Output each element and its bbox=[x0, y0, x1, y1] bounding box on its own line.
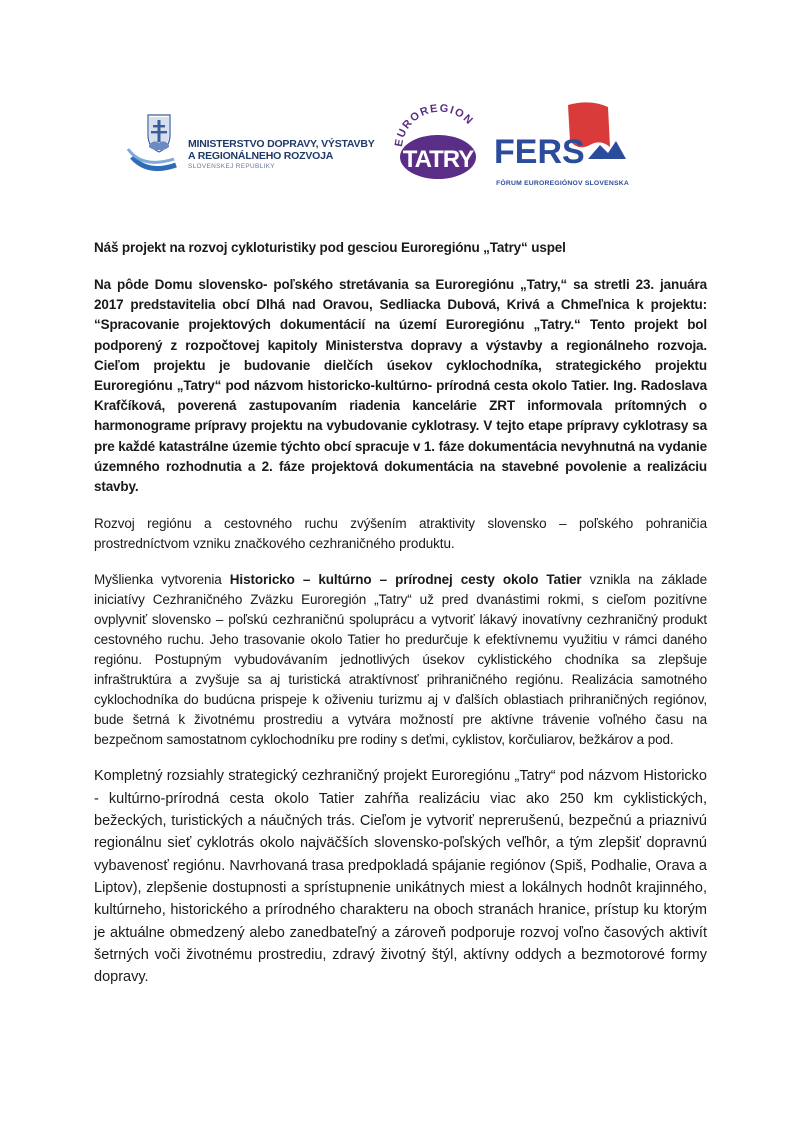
euroregion-arc-text: EUROREGION bbox=[392, 102, 476, 148]
paragraph-2-start: Myšlienka vytvorenia bbox=[94, 571, 230, 587]
ministry-name-line2: A REGIONÁLNEHO ROZVOJA bbox=[188, 150, 334, 162]
ministry-name-line3: SLOVENSKEJ REPUBLIKY bbox=[188, 163, 275, 170]
ministry-name bbox=[188, 138, 388, 172]
fers-mark bbox=[490, 95, 635, 180]
paragraph-2-rest: vznikla na základe iniciatívy Cezhraničného Zväzku Euroregión „Tatry“ už pred dvanástimi rokmi, s cieľom pozitívne ovplyvniť slovensko – poľskú cezhraničnú spoluprácu a vytvoriť lákavý inovatívny cezhraničný produkt cestovného ruchu. Jeho trasovanie okolo Tatier ho predurčuje k efektívnemu využitiu v rámci daného regiónu. Postupným vybudovávaním jednotlivých úsekov cyklistického chodníka sa zlepšuje infraštruktúra a zvyšuje sa aj turistická atraktívnosť prihraničného regiónu. Realizácia samotného cyklochodníka do budúcna prispeje k oživeniu turizmu aj v ďalších oblastiach prihraničných regiónov, bude šetrná k životnému prostrediu a vytvára možností pre aktívne trávenie voľného času na bezpečnom samostatnom cyklochodníku pre rodiny s deťmi, cyklistov, korčuliarov, bežkárov a pod. bbox=[94, 571, 707, 748]
article bbox=[94, 238, 707, 988]
paragraph-2-highlight: Historicko – kultúrno – prírodnej cesty okolo Tatier bbox=[229, 571, 582, 587]
fers-subtitle: FÓRUM EUROREGIÓNOV SLOVENSKA bbox=[496, 180, 629, 187]
paragraph-1: Rozvoj regiónu a cestovného ruchu zvýšením atraktivity slovensko – poľského pohraničia prostredníctvom vzniku značkového cezhraničného produktu. bbox=[94, 516, 707, 552]
ministry-logo bbox=[118, 105, 375, 185]
euroregion-tatry-logo bbox=[388, 95, 488, 185]
fers-logo bbox=[490, 95, 635, 195]
article-title: Náš projekt na rozvoj cykloturistiky pod gesciou Euroregiónu „Tatry“ uspel bbox=[94, 240, 566, 255]
ministry-name-line1: MINISTERSTVO DOPRAVY, VÝSTAVBY bbox=[188, 138, 375, 150]
paragraph-3: Kompletný rozsiahly strategický cezhraničný projekt Euroregiónu „Tatry“ pod názvom Historicko - kultúrno-prírodná cesta okolo Tatier zahŕňa realizáciu viac ako 250 km cyklistických, bežeckých, turistických a náučných trás. Cieľom je vytvoriť neprerušenú, bezpečnú a priaznivú regionálnu sieť cyklotrás okolo najväčších slovensko-poľských veľhôr, a tým zlepšiť dopravnú vybavenosť regiónu. Navrhovaná trasa predpokladá spájanie regiónov (Spiš, Podhalie, Orava a Liptov), zlepšenie dostupnosti a sprístupnenie unikátnych miest a lokálnych hodnôt krajinného, kultúrneho, historického a prírodného charakteru na oboch stranách hranice, prístup ku ktorým je aktuálne obmedzený alebo zanedbateľný a zároveň podporuje rozvoj voľno časových aktivít šetrných voči životnému prostrediu, zdravý životný štýl, aktívny oddych a bezmotorové formy dopravy. bbox=[94, 768, 707, 986]
tatry-name: TATRY bbox=[402, 146, 474, 173]
slovak-coat-of-arms-icon bbox=[118, 105, 188, 185]
logo-bar bbox=[0, 95, 800, 205]
article-intro: Na pôde Domu slovensko- poľského stretávania sa Euroregiónu „Tatry,“ sa stretli 23. januára 2017 predstavitelia obcí Dlhá nad Oravou, Sedliacka Dubová, Krivá a Chmeľnica k projektu: “Spracovanie projektových dokumentácií na území Euroregiónu „Tatry.“ Tento projekt bol podporený z rozpočtovej kapitoly Ministerstva dopravy a výstavby a regionálneho rozvoja. Cieľom projektu je budovanie dielčích úsekov cyklochodníka, strategického projektu Euroregiónu „Tatry“ pod názvom historicko-kultúrno- prírodná cesta okolo Tatier. Ing. Radoslava Krafčíková, poverená zastupovaním riadenia kancelárie ZRT informovala prítomných o harmonograme prípravy projektu na vybudovanie cyklotrasy. V tejto etape prípravy cyklotrasy sa pre každé katastrálne územie týchto obcí spracuje v 1. fáze dokumentácia nevyhnutná na vydanie územného rozhodnutia a 2. fáze projektová dokumentácia na stavebné povolenie a realizáciu stavby. bbox=[94, 277, 707, 495]
fers-name: FERS bbox=[494, 133, 585, 171]
paragraph-2 bbox=[94, 570, 707, 751]
